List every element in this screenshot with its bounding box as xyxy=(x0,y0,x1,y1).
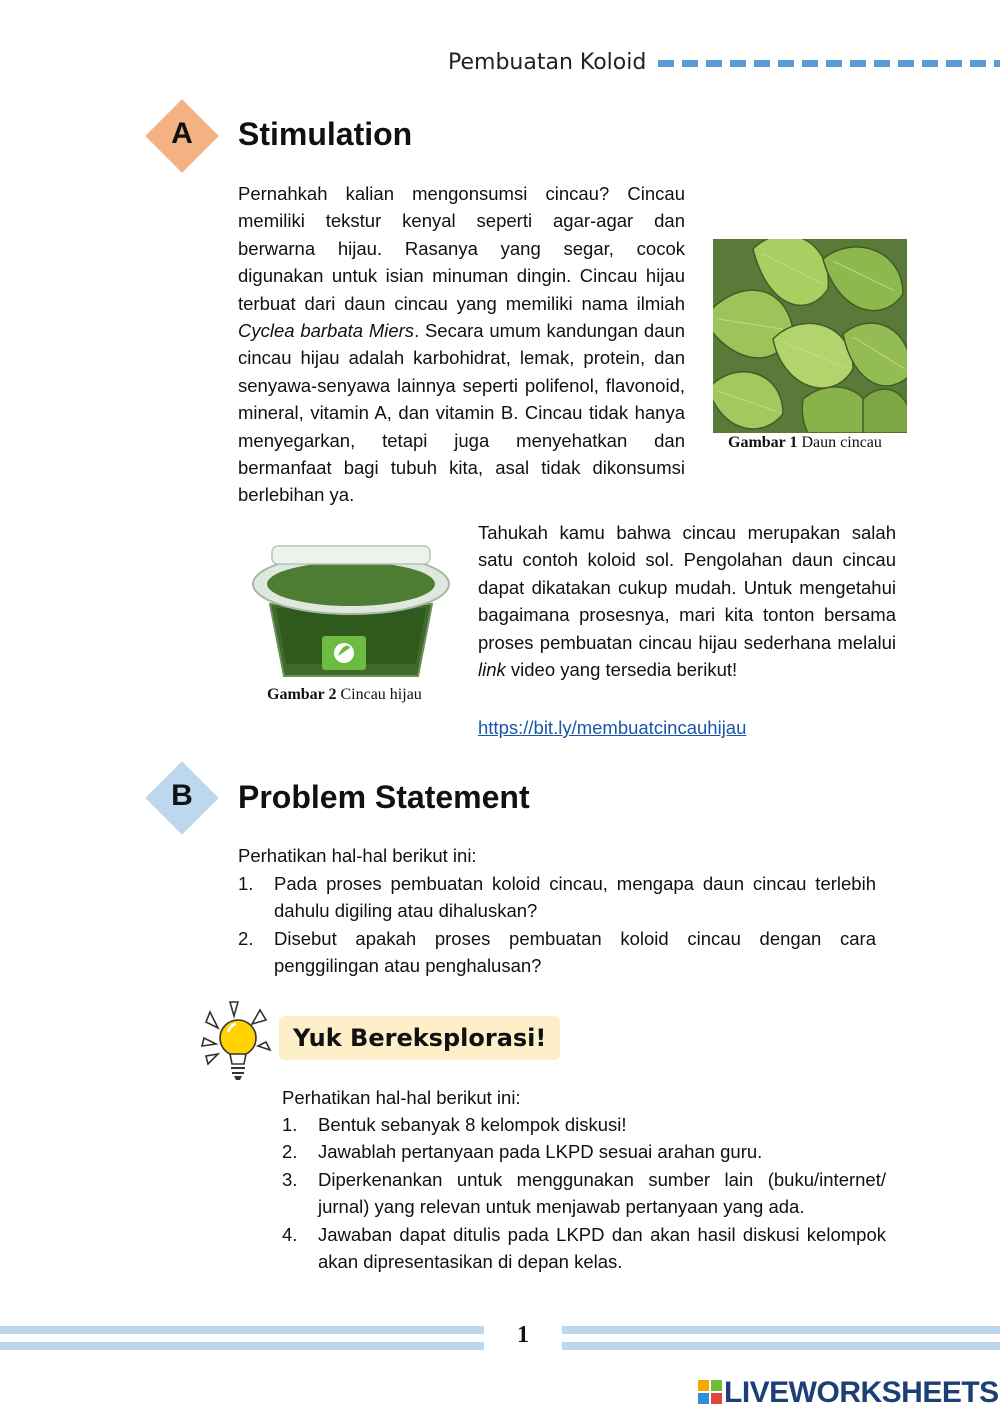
problem-statement-list xyxy=(238,870,876,980)
cincau-leaf-photo xyxy=(713,239,907,433)
lightbulb-icon xyxy=(200,998,276,1084)
liveworksheets-brand[interactable]: LIVEWORKSHEETS xyxy=(724,1376,999,1409)
section-a-letter: A xyxy=(171,117,193,150)
explore-list xyxy=(282,1111,886,1275)
link-word: link xyxy=(478,659,506,681)
colloid-paragraph xyxy=(478,519,896,683)
figure-1-label: Gambar 1 xyxy=(728,434,798,451)
stimulation-text-part1: Pernahkah kalian mengonsumsi cincau? Cincau memiliki tekstur kenyal seperti agar-agar dan berwarna hijau. Rasanya yang segar, cocok digunakan untuk isian minuman dingin. Cincau hijau terbuat dari daun cincau yang memiliki nama ilmiah xyxy=(238,183,685,314)
list-item: 4. Jawaban dapat ditulis pada LKPD dan akan hasil diskusi kelompok akan dipresentasikan di depan kelas. xyxy=(282,1223,886,1273)
section-a-title: Stimulation xyxy=(238,116,413,152)
colloid-text-part2: video yang tersedia berikut! xyxy=(505,659,738,681)
figure-1-text: Daun cincau xyxy=(801,434,882,451)
footer-rule-right xyxy=(562,1326,1000,1352)
section-b-title: Problem Statement xyxy=(238,779,530,815)
list-item: 2. Disebut apakah proses pembuatan koloid cincau dengan cara penggilingan atau penghalusan? xyxy=(238,927,876,977)
figure-2-caption xyxy=(267,686,422,704)
list-item: 2. Jawablah pertanyaan pada LKPD sesuai arahan guru. xyxy=(282,1141,763,1163)
scientific-name: Cyclea barbata Miers xyxy=(238,320,415,342)
list-item: 3. Diperkenankan untuk menggunakan sumber lain (buku/internet/ jurnal) yang relevan untuk menjawab pertanyaan yang ada. xyxy=(282,1168,886,1218)
problem-statement-intro: Perhatikan hal-hal berikut ini: xyxy=(238,845,477,866)
list-item: 1. Bentuk sebanyak 8 kelompok diskusi! xyxy=(282,1114,627,1135)
header-dashed-rule xyxy=(658,60,1000,67)
list-item: 1. Pada proses pembuatan koloid cincau, mengapa daun cincau terlebih dahulu digiling atau dihaluskan? xyxy=(238,873,876,922)
colloid-text-part1: Tahukah kamu bahwa cincau merupakan salah satu contoh koloid sol. Pengolahan daun cincau dapat dikatakan cukup mudah. Untuk mengetahui bagaimana prosesnya, mari kita tonton bersama proses pembuatan cincau hijau sederhana melalui xyxy=(478,522,896,653)
page-header-title: Pembuatan Koloid xyxy=(448,50,647,75)
page-number: 1 xyxy=(517,1322,529,1348)
liveworksheets-logo-icon xyxy=(698,1380,722,1404)
explore-banner: Yuk Bereksplorasi! xyxy=(279,1016,560,1060)
cincau-container-photo xyxy=(242,544,460,682)
stimulation-text-part2: . Secara umum kandungan daun cincau hijau adalah karbohidrat, lemak, protein, dan senyawa-senyawa lainnya seperti polifenol, flavonoid, mineral, vitamin A, dan vitamin B. Cincau tidak hanya menyegarkan, tetapi juga menyehatkan dan bermanfaat bagi tubuh kita, asal tidak dikonsumsi berlebihan ya. xyxy=(238,320,686,506)
section-b-letter: B xyxy=(171,779,193,812)
figure-2-text: Cincau hijau xyxy=(340,686,422,703)
footer-rule-left xyxy=(0,1326,484,1352)
figure-2-label: Gambar 2 xyxy=(267,686,337,703)
explore-intro: Perhatikan hal-hal berikut ini: xyxy=(282,1087,521,1108)
video-link[interactable]: https://bit.ly/membuatcincauhijau xyxy=(478,717,747,738)
stimulation-paragraph xyxy=(238,180,685,509)
figure-1-caption xyxy=(728,434,882,452)
